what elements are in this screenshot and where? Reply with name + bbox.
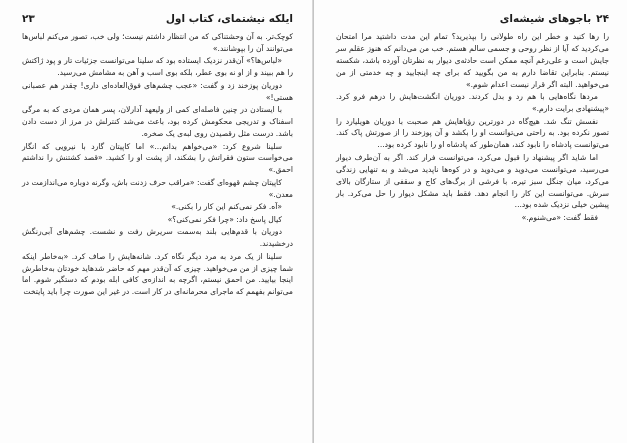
paragraph: را رها کنید و خطر این راه طولانی را بپذیرید؟ تمام این مدت داشتید مرا امتحان می‌کردید که آیا از نظر روحی و جسمی سالم هستم. خب من می‌دانم که هنوز عقلم سر جایش است و علی‌رغم آنچه ممکن است حادثه‌ی دیوار به نظرتان آورده باشد، شکسته نیستم. بنابراین تقاضا دارم به من بگویید که برای چه اینجایید و چه خدمتی از من می‌خواهید. البته اگر قرار نیست اعدام شوم.» (336, 32, 609, 89)
right-page (314, 0, 627, 443)
paragraph: دوریان پوزخند زد و گفت: «عجب چشم‌های فوق‌العاده‌ای داری! چقدر هم عصبانی هستی!» (22, 80, 293, 102)
paragraph: کاپیتان چشم قهوه‌ای گفت: «مراقب حرف زدنت باش، وگرنه دوباره می‌اندازمت در معدن.» (22, 177, 293, 199)
left-page (0, 0, 313, 443)
right-page-number: ۲۴ (596, 13, 609, 25)
left-page-number: ۲۳ (22, 13, 35, 25)
paragraph: نفسش تنگ شد. هیچ‌گاه در دورترین رؤیاهایش هم صحبت با دوریان هویلیارد را تصور نکرده بود. به راحتی می‌توانست او را بکشد و آن پوزخند را از صورتش پاک کند. می‌توانست پادشاه را نابود کند، همان‌طور که پادشاه او را نابود کرده بود... (336, 116, 609, 150)
paragraph: دوریان با قدم‌هایی بلند به‌سمت سریرش رفت و نشست. چشم‌های آبی‌رنگش درخشیدند. (22, 227, 293, 249)
paragraph: با ایستادن در چنین فاصله‌ای کمی از ولیعهد آدارلان، پسر همان مردی که به مرگی اسفناک و تدریجی محکومش کرده بود، باعث می‌شد کنترلش در مرز از دست دادن باشد. درست مثل رقصیدن روی لبه‌ی یک صخره. (22, 105, 293, 139)
paragraph: اما شاید اگر پیشنهاد را قبول می‌کرد، می‌توانست فرار کند. اگر به آن‌طرف دیوار می‌رسید، می‌توانست می‌دوید و می‌دوید و در کوه‌ها ناپدید می‌شد و به تنهایی زندگی می‌کرد، میان جنگل سبز تیره، با فرشی از برگ‌های کاج و سقفی از ستارگان بالای سرش. می‌توانست این کار را انجام دهد. فقط باید مشکل دیوار را حل می‌کرد. بار پیشین خیلی نزدیک شده بود... (336, 152, 609, 210)
right-running-title: باجوهای شیشه‌ای (499, 13, 592, 25)
left-page-header (22, 10, 293, 28)
right-page-header (336, 10, 609, 28)
paragraph: مردها نگاه‌هایی با هم رد و بدل کردند. دوریان انگشت‌هایش را درهم فرو کرد. «پیشنهادی برایت دارم.» (336, 92, 609, 114)
paragraph: سلینا از یک مرد به مرد دیگر نگاه کرد. شانه‌هایش را صاف کرد. «به‌خاطر اینکه شما چیزی از من می‌خواهید. چیزی که آن‌قدر مهم که حاضر شدهاید خودتان به‌خاطرش اینجا بیایید. من احمق نیستم، اگرچه به اندازه‌ی کافی ابله بودم که دستگیر شوم. اما می‌توانم بفهمم که ماجرای محرمانه‌ای در کار است. در غیر این صورت چرا باید پایتخت (22, 251, 293, 297)
paragraph: کوچک‌تر. به آن وحشتناکی که من انتظار داشتم نیست؛ ولی خب، تصور می‌کنم لباس‌ها می‌توانند آن را بپوشانند.» (22, 32, 293, 53)
paragraph: «آه. فکر نمی‌کنم این کار را بکنی.» (171, 202, 282, 212)
right-page-body (336, 31, 609, 437)
paragraph: کیال پاسخ داد: «چرا فکر نمی‌کنی؟» (167, 214, 282, 224)
left-running-title: ایلکه نیشتمای، کتاب اول (165, 13, 293, 25)
paragraph: فقط گفت: «می‌شنوم.» (521, 212, 598, 222)
paragraph: سلینا شروع کرد: «می‌خواهم بدانم...» اما کاپیتان گارد با نیرویی که انگار می‌خواست ستون فقراتش را بشکند، از پشت او را کشید. «قصد کشتنش را نداشتم احمق.» (22, 141, 293, 175)
left-page-body (22, 31, 293, 437)
paragraph: «لباس‌ها؟» آن‌قدر نزدیک ایستاده بود که سلینا می‌توانست جزئیات تار و پود ژاکتش را هم ببیند و از او نه بوی عطر، بلکه بوی اسب و آهن به مشامش می‌رسید. (22, 56, 293, 78)
